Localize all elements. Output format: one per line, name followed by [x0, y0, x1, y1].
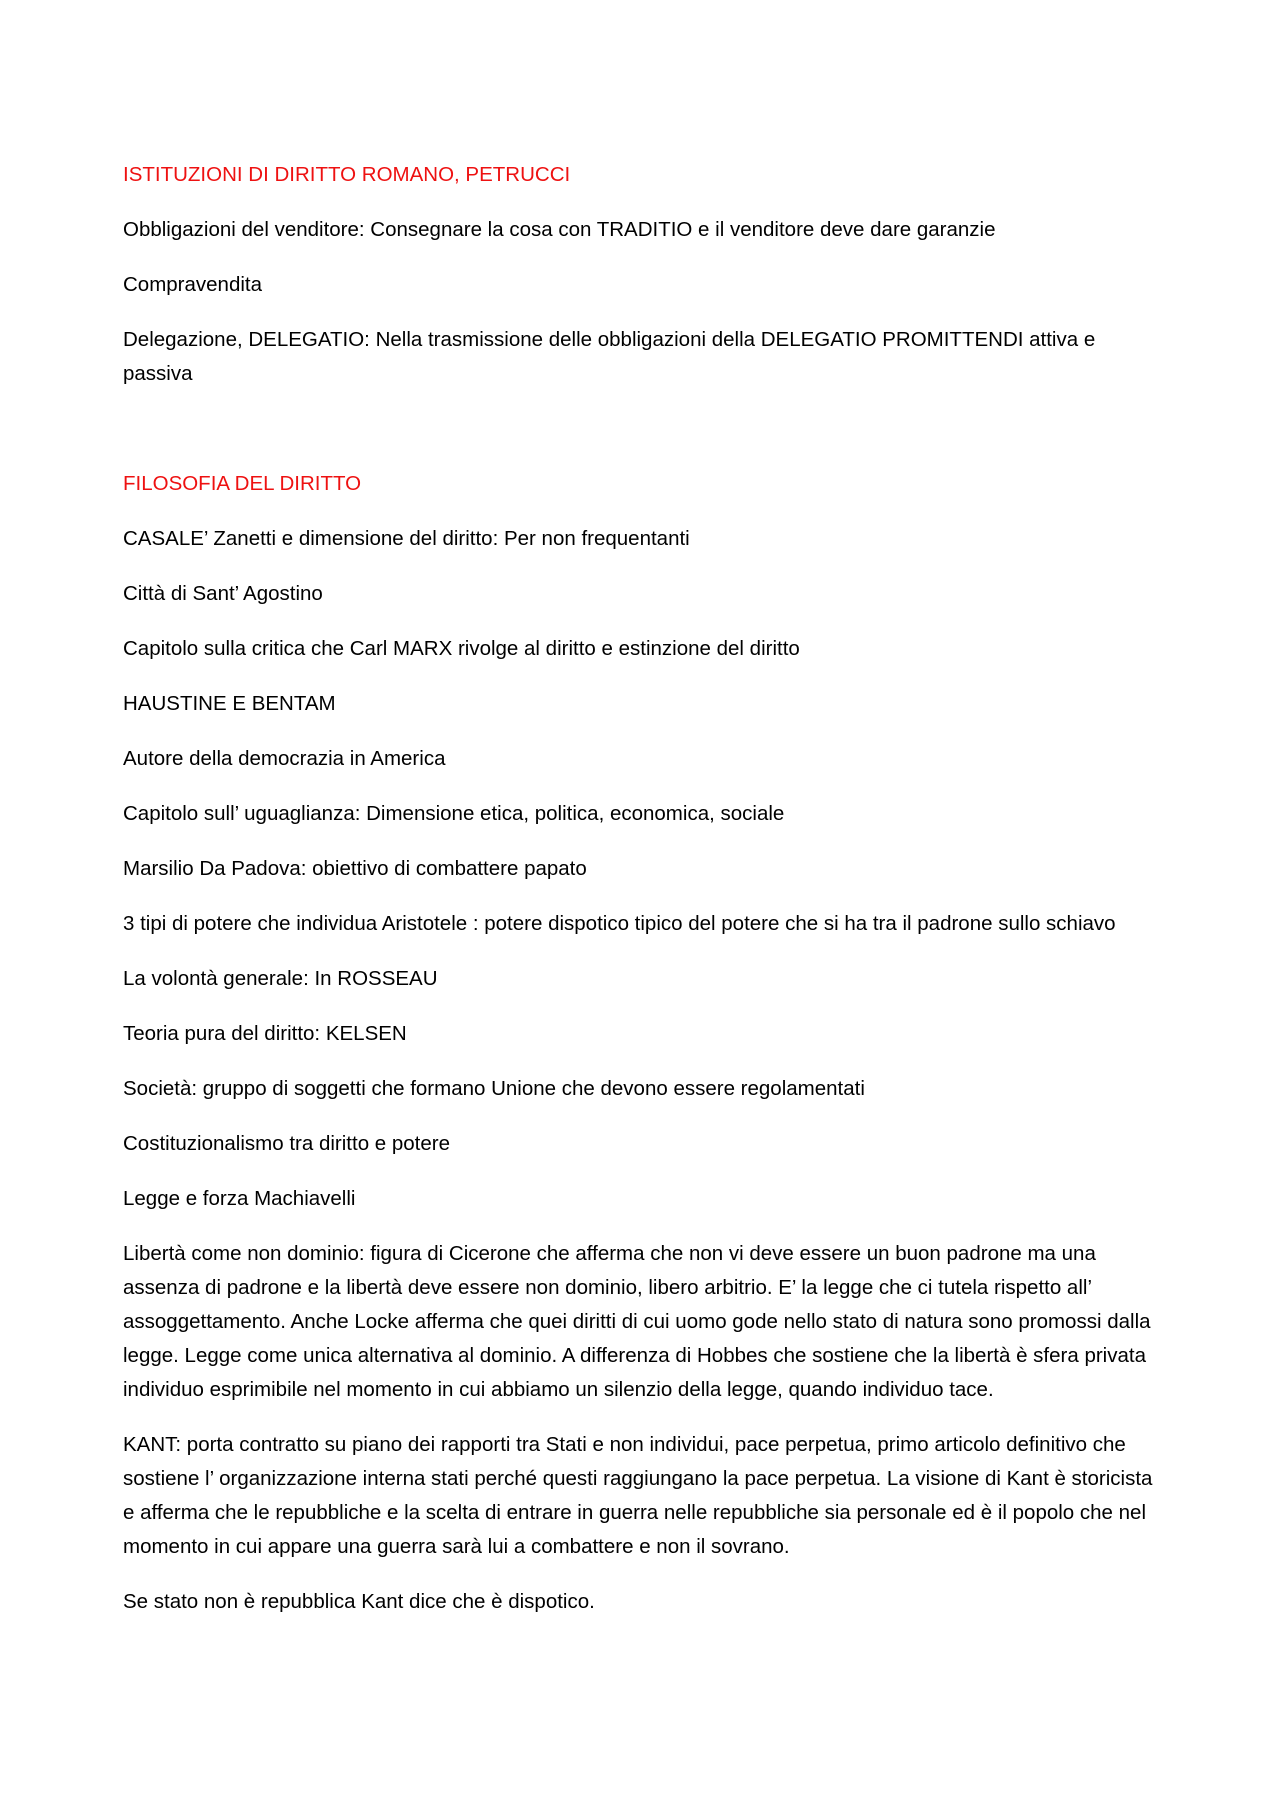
- paragraph: KANT: porta contratto su piano dei rapporti tra Stati e non individui, pace perpetua, primo articolo definitivo che sostiene l’ organizzazione interna stati perché questi raggiungano la pace perpetua. La visione di Kant è storicista e afferma che le repubbliche e la scelta di entrare in guerra nelle repubbliche sia personale ed è il popolo che nel momento in cui appare una guerra sarà lui a combattere e non il sovrano.: [123, 1433, 1153, 1558]
- paragraph: Teoria pura del diritto: KELSEN: [123, 1022, 407, 1045]
- paragraph: Delegazione, DELEGATIO: Nella trasmissione delle obbligazioni della DELEGATIO PROMITTENDI attiva e passiva: [123, 328, 1096, 385]
- paragraph: Se stato non è repubblica Kant dice che è dispotico.: [123, 1590, 595, 1613]
- paragraph: Libertà come non dominio: figura di Cicerone che afferma che non vi deve essere un buon padrone ma una assenza di padrone e la libertà deve essere non dominio, libero arbitrio. E’ la legge che ci tutela rispetto all’ assoggettamento. Anche Locke afferma che quei diritti di cui uomo gode nello stato di natura sono promossi dalla legge. Legge come unica alternativa al dominio. A differenza di Hobbes che sostiene che la libertà è sfera privata individuo esprimibile nel momento in cui abbiamo un silenzio della legge, quando individuo tace.: [123, 1242, 1151, 1401]
- section-filosofia-diritto: [123, 467, 1168, 1619]
- paragraph: Marsilio Da Padova: obiettivo di combattere papato: [123, 857, 587, 880]
- section-diritto-romano: [123, 158, 1168, 391]
- paragraph: Compravendita: [123, 273, 263, 296]
- paragraph: HAUSTINE E BENTAM: [123, 692, 336, 715]
- paragraph: Capitolo sull’ uguaglianza: Dimensione etica, politica, economica, sociale: [123, 802, 785, 825]
- paragraph: Obbligazioni del venditore: Consegnare la cosa con TRADITIO e il venditore deve dare garanzie: [123, 218, 996, 241]
- paragraph: CASALE’ Zanetti e dimensione del diritto: Per non frequentanti: [123, 527, 690, 550]
- section-spacer: [123, 412, 1168, 467]
- paragraph: Autore della democrazia in America: [123, 747, 446, 770]
- paragraph: Capitolo sulla critica che Carl MARX rivolge al diritto e estinzione del diritto: [123, 637, 800, 660]
- paragraph: La volontà generale: In ROSSEAU: [123, 967, 438, 990]
- paragraph: Società: gruppo di soggetti che formano Unione che devono essere regolamentati: [123, 1077, 865, 1100]
- section-heading: ISTITUZIONI DI DIRITTO ROMANO, PETRUCCI: [123, 163, 571, 186]
- paragraph: 3 tipi di potere che individua Aristotele : potere dispotico tipico del potere che si ha tra il padrone sullo schiavo: [123, 912, 1116, 935]
- paragraph: Legge e forza Machiavelli: [123, 1187, 356, 1210]
- paragraph: Città di Sant’ Agostino: [123, 582, 323, 605]
- document-body: [123, 158, 1168, 1640]
- section-heading: FILOSOFIA DEL DIRITTO: [123, 472, 362, 495]
- paragraph: Costituzionalismo tra diritto e potere: [123, 1132, 451, 1155]
